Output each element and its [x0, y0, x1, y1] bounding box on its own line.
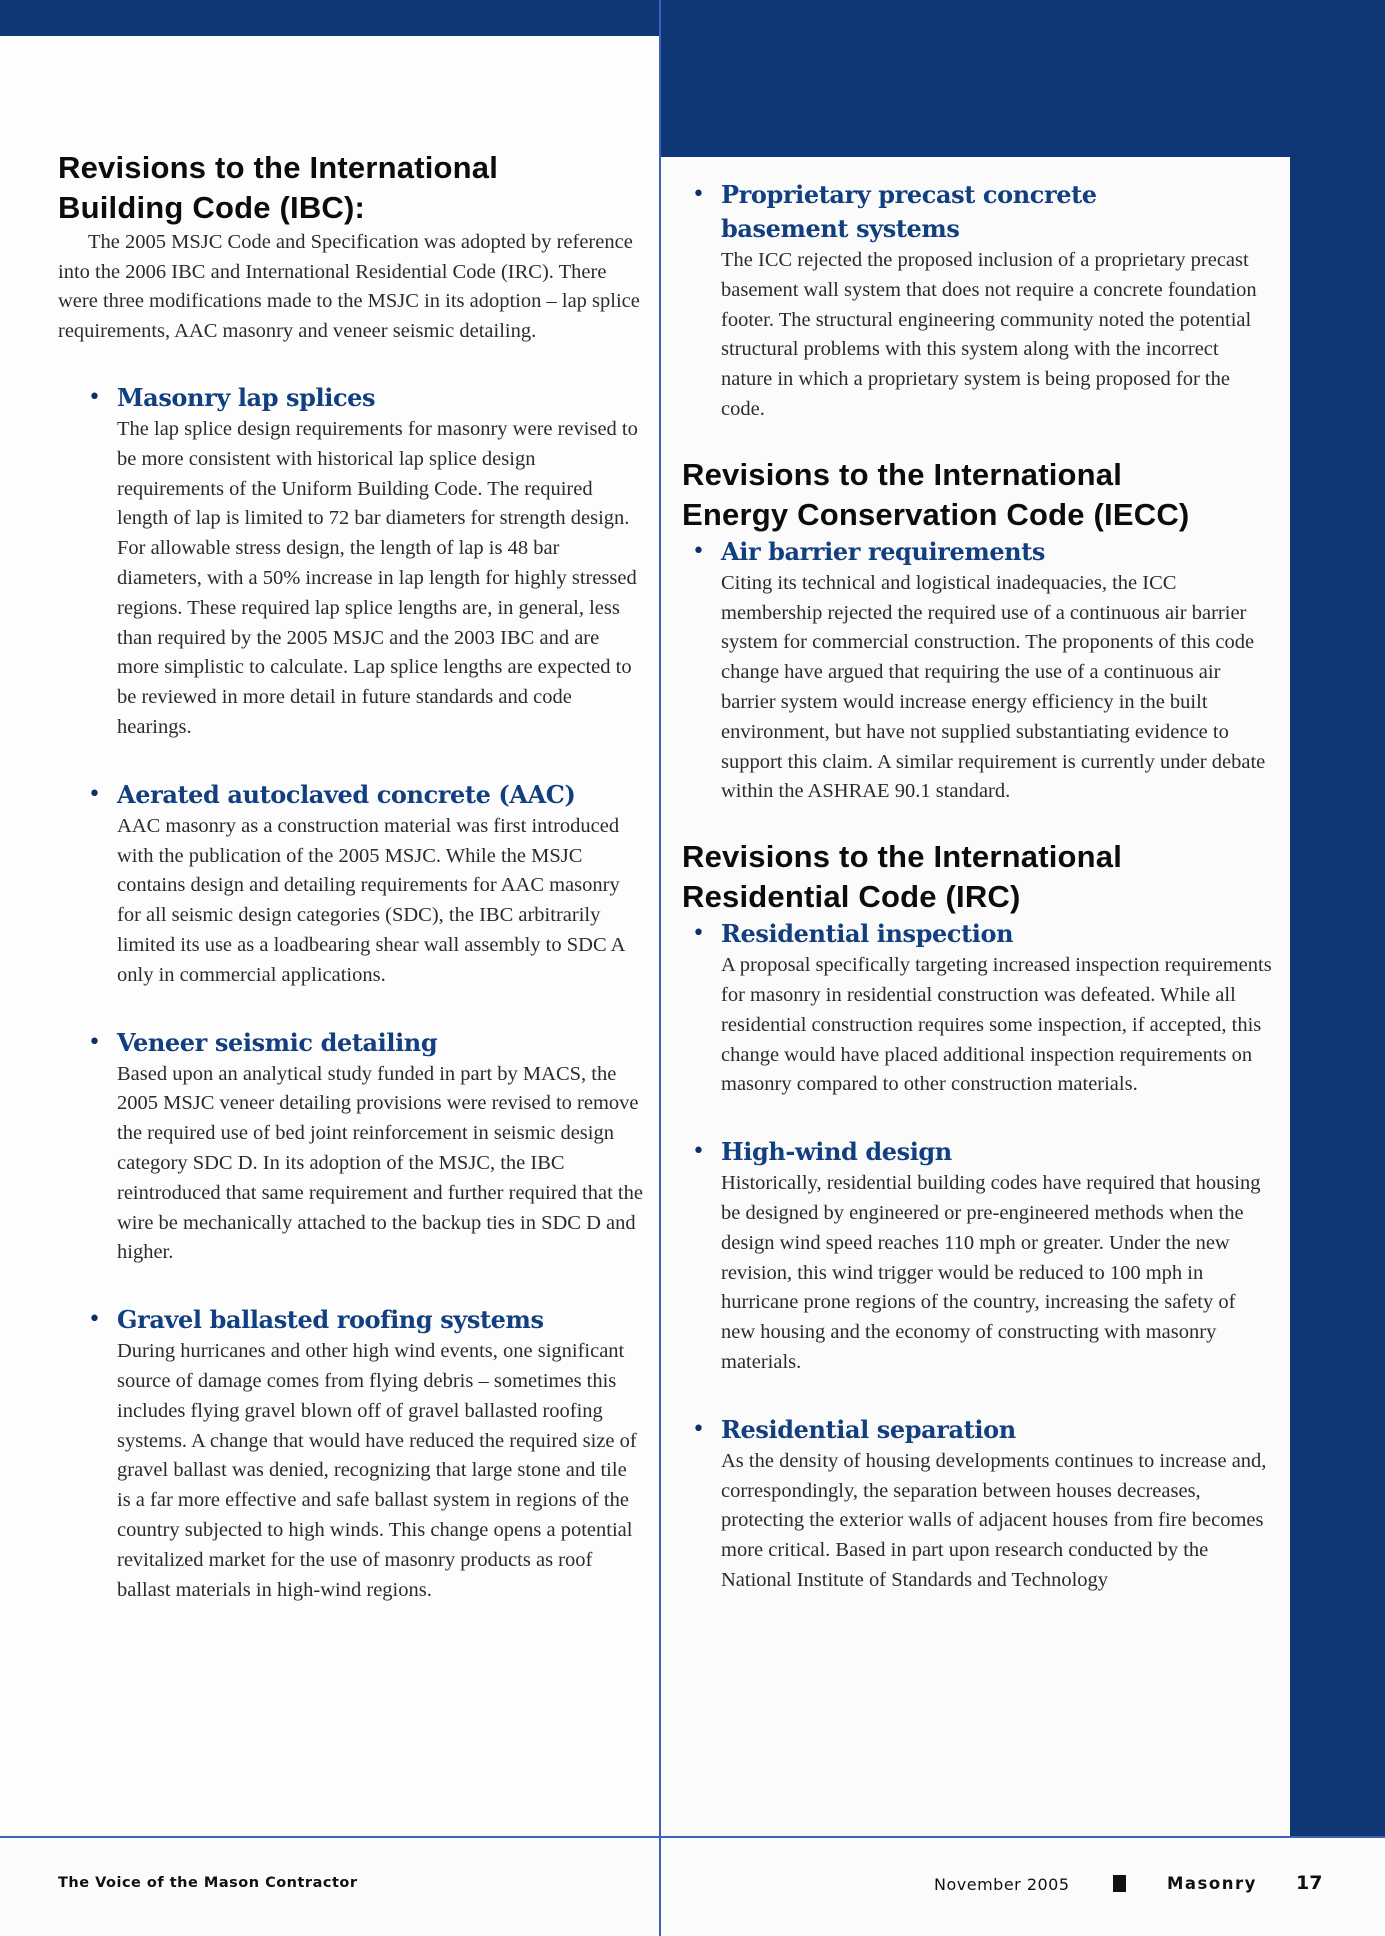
item-body: The ICC rejected the proposed inclusion of a proprietary precast basement wall system that does not require a concrete foundation footer. The structural engineering community noted the potential structural problems with this system along with the incorrect nature in which a proprietary system is being proposed for the code.: [721, 249, 1257, 420]
heading-line1: Proprietary precast concrete: [721, 180, 1097, 209]
item-body: As the density of housing developments continues to increase and, correspondingly, the separation between houses decreases, protecting the exterior walls of adjacent houses from fire becomes more critical. Based in part upon research conducted by the National Institute of Standards and Technology: [721, 1449, 1267, 1591]
item-heading: High-wind design: [721, 1137, 952, 1167]
footer-magazine-name: Masonry: [1167, 1874, 1257, 1893]
list-item-residential-separation: [662, 1413, 1272, 1596]
item-body: Historically, residential building codes have required that housing be designed by engineered or pre-engineered methods when the design wind speed reaches 110 mph or greater. Under the new revision, this wind trigger would be reduced to 100 mph in hurricane prone regions of the country, increasing the safety of new housing and the economy of constructing with masonry materials.: [721, 1172, 1261, 1373]
item-heading: Aerated autoclaved concrete (AAC): [117, 779, 576, 809]
irc-section-title: [682, 837, 1272, 917]
right-navy-side-strip: [1290, 157, 1385, 1837]
item-heading: Masonry lap splices: [117, 383, 376, 412]
iecc-title-line2: Energy Conservation Code (IECC): [682, 496, 1190, 532]
item-heading: Residential separation: [721, 1414, 1016, 1444]
top-navy-band: [0, 0, 659, 36]
bullet-icon: •: [88, 781, 101, 807]
heading-line2: basement systems: [721, 214, 960, 243]
item-heading: Residential inspection: [721, 919, 1014, 949]
irc-title-line1: Revisions to the International: [682, 839, 1123, 875]
list-item-high-wind-design: [662, 1135, 1272, 1378]
item-heading: Air barrier requirements: [721, 536, 1046, 566]
bullet-icon: •: [692, 1416, 705, 1442]
bullet-icon: •: [88, 1307, 101, 1333]
item-body: During hurricanes and other high wind events, one significant source of damage comes from flying debris – sometimes this includes flying gravel blown off of gravel ballasted roofing systems. A change that would have reduced the required size of gravel ballast was denied, recognizing that large stone and tile is a far more effective and safe ballast system in regions of the country subjected to high winds. This change opens a potential revitalized market for the use of masonry products as roof ballast materials in high-wind regions.: [117, 1340, 637, 1601]
list-item-precast-basement: [662, 178, 1272, 425]
iecc-title-line1: Revisions to the International: [682, 456, 1123, 492]
ibc-intro-paragraph: The 2005 MSJC Code and Specification was adopted by reference into the 2006 IBC and International Residential Code (IRC). There were three modifications made to the MSJC in its adoption – lap splice requirements, AAC masonry and veneer seismic detailing.: [58, 231, 640, 342]
ibc-section-title: [58, 148, 643, 228]
item-heading: Veneer seismic detailing: [117, 1027, 438, 1057]
footer-tagline: The Voice of the Mason Contractor: [58, 1875, 358, 1891]
list-item-gravel-ballasted-roofing: [58, 1303, 643, 1605]
iecc-section-title: [682, 455, 1272, 535]
footer-rule-line: [0, 1836, 1385, 1838]
bullet-icon: •: [692, 182, 705, 207]
right-column: [682, 178, 1272, 1596]
page-number: 17: [1296, 1872, 1323, 1894]
item-body: Citing its technical and logistical inadequacies, the ICC membership rejected the required use of a continuous air barrier system for commercial construction. The proponents of this code change have argued that requiring the use of a continuous air barrier system would increase energy efficiency in the built environment, but have not supplied substantiating evidence to support this claim. A similar requirement is currently under debate within the ASHRAE 90.1 standard.: [721, 571, 1266, 803]
list-item-masonry-lap-splices: [58, 381, 643, 743]
bullet-icon: •: [692, 921, 705, 947]
bullet-icon: •: [88, 385, 101, 410]
item-body: AAC masonry as a construction material was first introduced with the publication of the 2005 MSJC. While the MSJC contains design and detailing requirements for AAC masonry for all seismic design categories (SDC), the IBC arbitrarily limited its use as a loadbearing shear wall assembly to SDC A only in commercial applications.: [117, 814, 625, 986]
bullet-icon: •: [692, 538, 705, 564]
bullet-icon: •: [88, 1029, 101, 1055]
bullet-icon: •: [692, 1139, 705, 1165]
irc-title-line2: Residential Code (IRC): [682, 879, 1021, 915]
list-item-residential-inspection: [662, 917, 1272, 1100]
list-item-air-barrier: [662, 535, 1272, 807]
black-square-icon: [1113, 1875, 1126, 1892]
item-body: Based upon an analytical study funded in part by MACS, the 2005 MSJC veneer detailing provisions were revised to remove the required use of bed joint reinforcement in seismic design category SDC D. In its adoption of the MSJC, the IBC reintroduced that same requirement and further required that the wire be mechanically attached to the backup ties in SDC D and higher.: [117, 1062, 643, 1264]
ibc-title-line1: Revisions to the International: [58, 150, 499, 185]
column-divider-line: [659, 0, 661, 1936]
item-heading: [721, 178, 1272, 246]
item-body: The lap splice design requirements for masonry were revised to be more consistent with historical lap splice design requirements of the Uniform Building Code. The required length of lap is limited to 72 bar diameters for strength design. For allowable stress design, the length of lap is 48 bar diameters, with a 50% increase in lap length for highly stressed regions. These required lap splice lengths are, in general, less than required by the 2005 MSJC and the 2003 IBC and are more simplistic to calculate. Lap splice lengths are expected to be reviewed in more detail in future standards and code hearings.: [117, 418, 638, 738]
list-item-veneer-seismic-detailing: [58, 1026, 643, 1269]
item-heading: Gravel ballasted roofing systems: [117, 1305, 544, 1335]
ibc-title-line2: Building Code (IBC):: [58, 190, 366, 225]
left-column: [58, 148, 643, 1605]
item-body: A proposal specifically targeting increased inspection requirements for masonry in residential construction was defeated. While all residential construction requires some inspection, if accepted, this change would have placed additional inspection requirements on masonry compared to other construction materials.: [721, 954, 1272, 1096]
right-navy-header-block: [659, 0, 1385, 157]
footer-issue-date: November 2005: [934, 1875, 1070, 1894]
list-item-aac: [58, 778, 643, 991]
